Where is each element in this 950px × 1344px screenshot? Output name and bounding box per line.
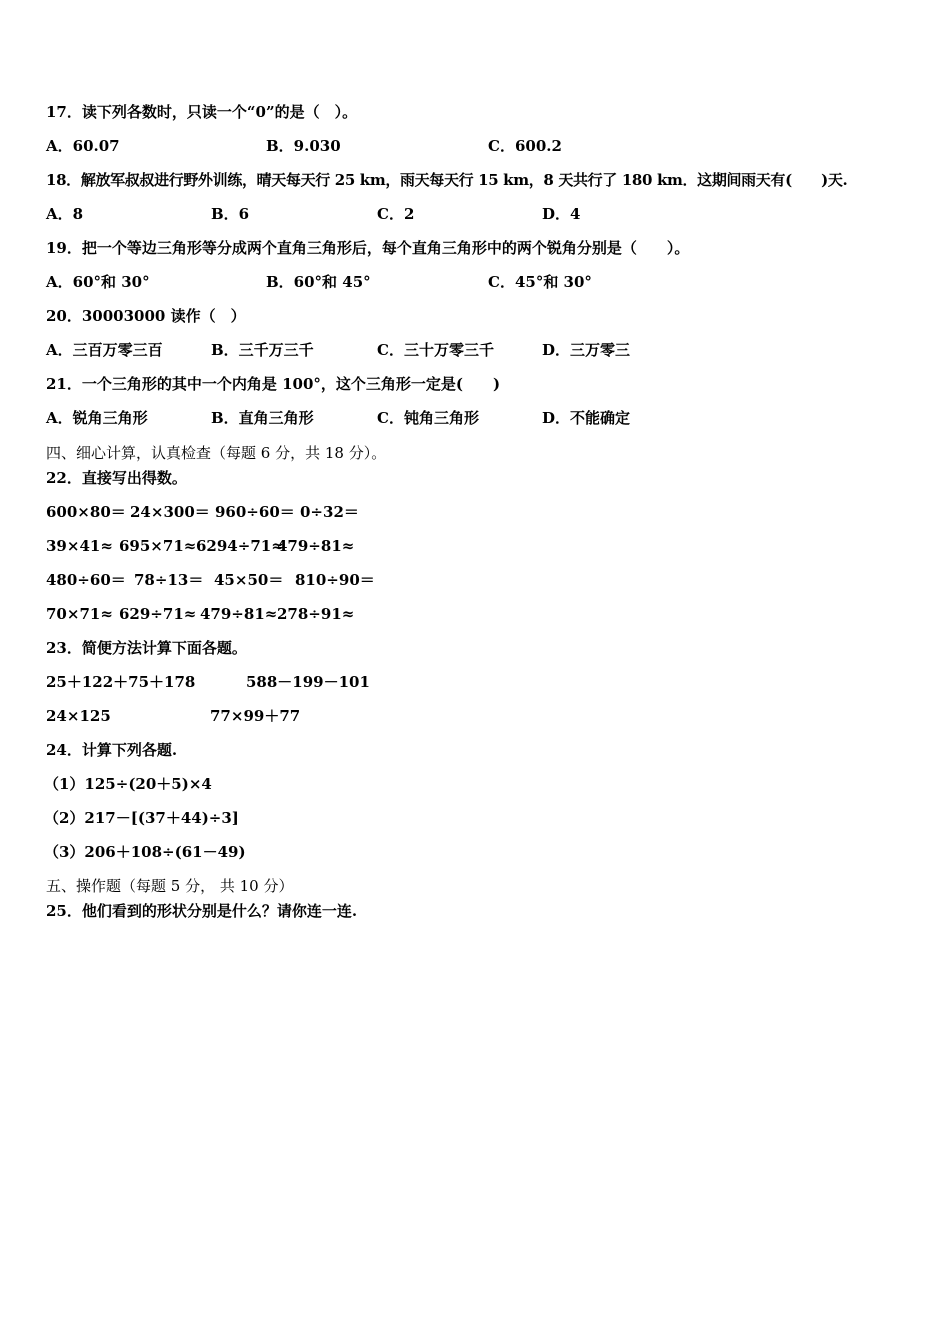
q20-option-b: B．三千万三千 <box>211 341 314 359</box>
q17-option-b: B．9.030 <box>266 137 341 155</box>
q22-r2-c2: 695×71≈ <box>119 537 197 555</box>
q23-r2-c1: 24×125 <box>46 707 111 725</box>
q24-stem: 24．计算下列各题. <box>46 741 178 759</box>
q19-option-b: B．60°和 45° <box>266 273 371 291</box>
q22-r3-c3: 45×50＝ <box>214 571 284 589</box>
q22-r1-c3: 960÷60＝ <box>215 503 295 521</box>
q22-r3-c2: 78÷13＝ <box>134 571 204 589</box>
q21-option-b: B．直角三角形 <box>211 409 314 427</box>
q19-stem: 19．把一个等边三角形等分成两个直角三角形后，每个直角三角形中的两个锐角分别是（ ）。 <box>46 239 690 257</box>
q24-item-3: （3）206＋108÷(61－49) <box>44 843 246 861</box>
q20-option-a: A．三百万零三百 <box>46 341 163 359</box>
q20-stem: 20．30003000 读作（ ） <box>46 307 246 325</box>
section-4-heading: 四、细心计算，认真检查（每题 6 分，共 18 分）。 <box>46 444 387 462</box>
q18-stem: 18．解放军叔叔进行野外训练，晴天每天行 25 km，雨天每天行 15 km，8 天共行了 180 km．这期间雨天有( )天. <box>46 171 848 189</box>
q25-stem: 25．他们看到的形状分别是什么？请你连一连. <box>46 902 358 920</box>
q23-r2-c2: 77×99＋77 <box>210 707 301 725</box>
q22-r4-c4: 278÷91≈ <box>277 605 355 623</box>
q22-r1-c2: 24×300＝ <box>130 503 210 521</box>
q18-option-a: A．8 <box>46 205 84 223</box>
q17-option-a: A．60.07 <box>46 137 120 155</box>
q22-r3-c4: 810÷90＝ <box>295 571 375 589</box>
q20-option-d: D．三万零三 <box>542 341 631 359</box>
q22-r2-c3: 6294÷71≈ <box>196 537 284 555</box>
q22-r1-c4: 0÷32＝ <box>300 503 359 521</box>
section-5-heading: 五、操作题（每题 5 分， 共 10 分） <box>46 877 294 895</box>
q21-option-d: D．不能确定 <box>542 409 631 427</box>
q22-r4-c2: 629÷71≈ <box>119 605 197 623</box>
q22-r2-c1: 39×41≈ <box>46 537 113 555</box>
q22-stem: 22．直接写出得数。 <box>46 469 187 487</box>
q21-stem: 21．一个三角形的其中一个内角是 100°，这个三角形一定是( ) <box>46 375 501 393</box>
q22-r1-c1: 600×80＝ <box>46 503 126 521</box>
q22-r3-c1: 480÷60＝ <box>46 571 126 589</box>
q19-option-c: C．45°和 30° <box>488 273 592 291</box>
q17-stem: 17．读下列各数时，只读一个“0”的是（ ）。 <box>46 103 358 121</box>
q18-option-b: B．6 <box>211 205 250 223</box>
q21-option-c: C．钝角三角形 <box>377 409 479 427</box>
q22-r4-c3: 479÷81≈ <box>200 605 278 623</box>
q23-r1-c2: 588－199－101 <box>246 673 370 691</box>
q22-r4-c1: 70×71≈ <box>46 605 113 623</box>
q21-option-a: A．锐角三角形 <box>46 409 148 427</box>
q24-item-2: （2）217－[(37＋44)÷3] <box>44 809 239 827</box>
q17-option-c: C．600.2 <box>488 137 562 155</box>
q19-option-a: A．60°和 30° <box>46 273 150 291</box>
q23-r1-c1: 25＋122＋75＋178 <box>46 673 196 691</box>
q22-r2-c4: 479÷81≈ <box>277 537 355 555</box>
q24-item-1: （1）125÷(20＋5)×4 <box>44 775 212 793</box>
q23-stem: 23．简便方法计算下面各题。 <box>46 639 247 657</box>
q18-option-c: C．2 <box>377 205 415 223</box>
q20-option-c: C．三十万零三千 <box>377 341 494 359</box>
q18-option-d: D．4 <box>542 205 581 223</box>
